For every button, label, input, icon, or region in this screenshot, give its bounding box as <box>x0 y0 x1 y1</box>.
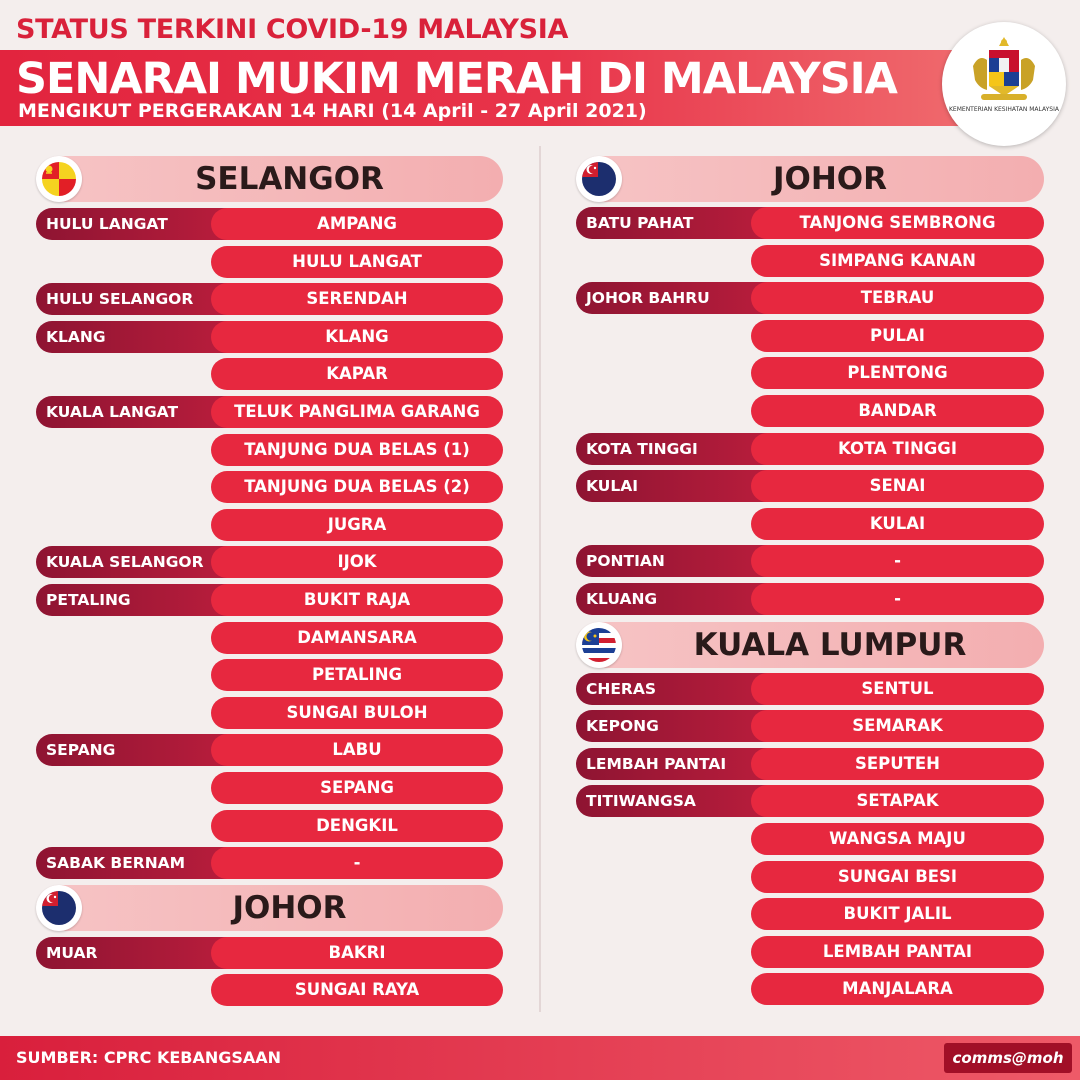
district-label: KEPONG <box>576 710 771 742</box>
mukim-pill: KLANG <box>211 321 503 353</box>
district-label: BATU PAHAT <box>576 207 771 239</box>
state-header <box>576 622 1044 668</box>
mukim-pill: SEPANG <box>211 772 503 804</box>
mukim-row <box>576 245 1044 277</box>
mukim-row <box>576 282 1044 314</box>
mukim-row <box>576 823 1044 855</box>
mukim-row <box>36 974 503 1006</box>
mukim-pill: MANJALARA <box>751 973 1044 1005</box>
mukim-pill: TANJUNG DUA BELAS (2) <box>211 471 503 503</box>
mukim-row <box>36 810 503 842</box>
mukim-row <box>36 471 503 503</box>
state-name: SELANGOR <box>195 161 384 197</box>
mukim-pill: BUKIT RAJA <box>211 584 503 616</box>
district-label: KUALA SELANGOR <box>36 546 231 578</box>
mukim-row <box>576 973 1044 1005</box>
district-label: KUALA LANGAT <box>36 396 231 428</box>
mukim-pill: WANGSA MAJU <box>751 823 1044 855</box>
state-name: KUALA LUMPUR <box>693 626 967 663</box>
johor-flag-icon <box>576 156 622 202</box>
mukim-pill: JUGRA <box>211 509 503 541</box>
footer <box>0 1036 1080 1080</box>
mukim-pill: PULAI <box>751 320 1044 352</box>
mukim-pill: SEMARAK <box>751 710 1044 742</box>
mukim-pill: DAMANSARA <box>211 622 503 654</box>
page-title: SENARAI MUKIM MERAH DI MALAYSIA <box>16 54 897 104</box>
mukim-pill: SERENDAH <box>211 283 503 315</box>
mukim-row <box>576 673 1044 705</box>
mukim-pill: SENAI <box>751 470 1044 502</box>
ministry-logo <box>942 22 1066 146</box>
mukim-pill: BAKRI <box>211 937 503 969</box>
mukim-row <box>36 772 503 804</box>
mukim-row <box>36 396 503 428</box>
page-subtitle: MENGIKUT PERGERAKAN 14 HARI (14 April - 27 April 2021) <box>18 100 647 122</box>
mukim-pill: TEBRAU <box>751 282 1044 314</box>
mukim-row <box>36 208 503 240</box>
johor-flag-icon <box>36 885 82 931</box>
district-label: KLUANG <box>576 583 771 615</box>
mukim-pill: SETAPAK <box>751 785 1044 817</box>
mukim-row <box>36 584 503 616</box>
state-name: JOHOR <box>772 161 888 197</box>
state-name: JOHOR <box>232 889 347 926</box>
mukim-pill: BANDAR <box>751 395 1044 427</box>
mukim-pill: BUKIT JALIL <box>751 898 1044 930</box>
district-label: HULU SELANGOR <box>36 283 231 315</box>
mukim-row <box>36 283 503 315</box>
mukim-row <box>36 509 503 541</box>
state-header <box>36 156 503 202</box>
mukim-pill: KAPAR <box>211 358 503 390</box>
mukim-pill: - <box>751 545 1044 577</box>
state-header <box>576 156 1044 202</box>
mukim-row <box>576 936 1044 968</box>
district-label: MUAR <box>36 937 231 969</box>
mukim-pill: AMPANG <box>211 208 503 240</box>
mukim-row <box>36 246 503 278</box>
column-divider <box>539 146 541 1012</box>
mukim-pill: IJOK <box>211 546 503 578</box>
mukim-pill: PLENTONG <box>751 357 1044 389</box>
mukim-row <box>576 395 1044 427</box>
district-label: KLANG <box>36 321 231 353</box>
mukim-pill: DENGKIL <box>211 810 503 842</box>
mukim-pill: TANJONG SEMBRONG <box>751 207 1044 239</box>
ministry-name: KEMENTERIAN KESIHATAN MALAYSIA <box>949 106 1059 113</box>
title-banner <box>0 50 1000 126</box>
mukim-row <box>576 545 1044 577</box>
mukim-pill: LABU <box>211 734 503 766</box>
mukim-pill: SUNGAI RAYA <box>211 974 503 1006</box>
mukim-row <box>576 470 1044 502</box>
mukim-row <box>36 937 503 969</box>
district-label: CHERAS <box>576 673 771 705</box>
district-label: HULU LANGAT <box>36 208 231 240</box>
mukim-row <box>36 358 503 390</box>
mukim-row <box>36 734 503 766</box>
mukim-pill: TELUK PANGLIMA GARANG <box>211 396 503 428</box>
district-label: PONTIAN <box>576 545 771 577</box>
mukim-row <box>36 847 503 879</box>
mukim-pill: KULAI <box>751 508 1044 540</box>
mukim-pill: - <box>211 847 503 879</box>
mukim-row <box>36 546 503 578</box>
mukim-pill: KOTA TINGGI <box>751 433 1044 465</box>
source-text: SUMBER: CPRC KEBANGSAAN <box>16 1048 282 1067</box>
district-label: KOTA TINGGI <box>576 433 771 465</box>
mukim-row <box>36 434 503 466</box>
mukim-pill: HULU LANGAT <box>211 246 503 278</box>
mukim-row <box>576 861 1044 893</box>
mukim-row <box>576 748 1044 780</box>
mukim-row <box>36 697 503 729</box>
state-header <box>36 885 503 931</box>
mukim-row <box>36 321 503 353</box>
kuala-lumpur-flag-icon <box>576 622 622 668</box>
credit-badge: comms@moh <box>944 1043 1072 1073</box>
selangor-flag-icon <box>36 156 82 202</box>
status-line: STATUS TERKINI COVID-19 MALAYSIA <box>16 14 569 45</box>
district-label: SABAK BERNAM <box>36 847 231 879</box>
mukim-pill: PETALING <box>211 659 503 691</box>
mukim-row <box>576 207 1044 239</box>
mukim-pill: SENTUL <box>751 673 1044 705</box>
mukim-pill: TANJUNG DUA BELAS (1) <box>211 434 503 466</box>
mukim-row <box>576 320 1044 352</box>
mukim-row <box>576 710 1044 742</box>
mukim-row <box>576 785 1044 817</box>
mukim-pill: - <box>751 583 1044 615</box>
coat-of-arms-icon <box>969 34 1039 104</box>
mukim-row <box>576 357 1044 389</box>
district-label: LEMBAH PANTAI <box>576 748 771 780</box>
mukim-row <box>36 622 503 654</box>
mukim-row <box>576 898 1044 930</box>
district-label: KULAI <box>576 470 771 502</box>
district-label: PETALING <box>36 584 231 616</box>
mukim-row <box>576 508 1044 540</box>
mukim-pill: LEMBAH PANTAI <box>751 936 1044 968</box>
mukim-pill: SEPUTEH <box>751 748 1044 780</box>
mukim-pill: SIMPANG KANAN <box>751 245 1044 277</box>
district-label: TITIWANGSA <box>576 785 771 817</box>
mukim-pill: SUNGAI BESI <box>751 861 1044 893</box>
district-label: JOHOR BAHRU <box>576 282 771 314</box>
mukim-row <box>576 433 1044 465</box>
mukim-row <box>36 659 503 691</box>
district-label: SEPANG <box>36 734 231 766</box>
mukim-row <box>576 583 1044 615</box>
mukim-pill: SUNGAI BULOH <box>211 697 503 729</box>
